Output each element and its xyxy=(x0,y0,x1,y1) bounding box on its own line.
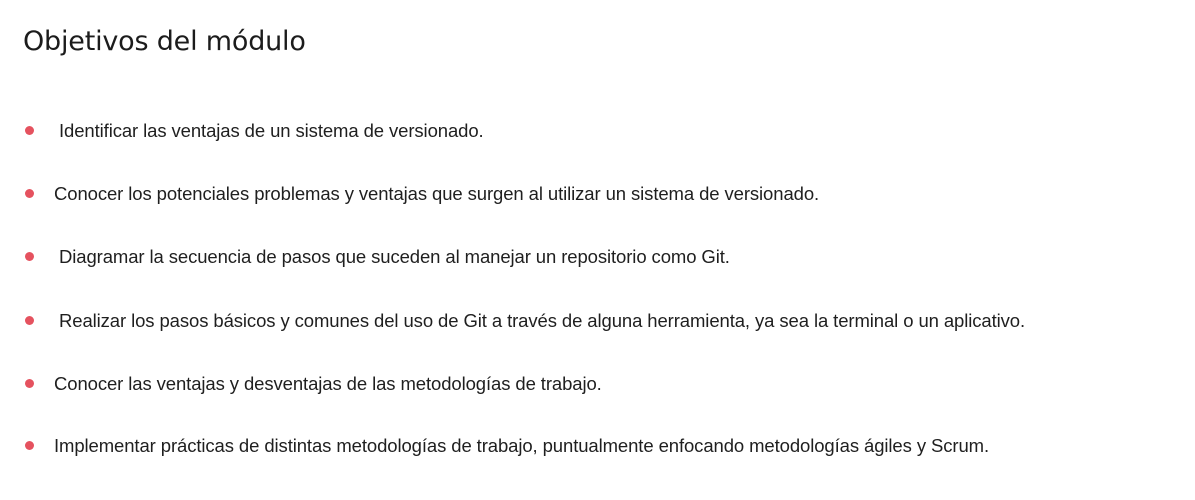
bullet-icon xyxy=(25,379,34,388)
bullet-icon xyxy=(25,316,34,325)
list-item xyxy=(0,116,1195,146)
page-title: Objetivos del módulo xyxy=(23,26,306,57)
bullet-icon xyxy=(25,441,34,450)
list-item xyxy=(0,369,1195,399)
bullet-icon xyxy=(25,126,34,135)
objective-text: Conocer los potenciales problemas y ventajas que surgen al utilizar un sistema de versionado. xyxy=(54,183,820,204)
bullet-icon xyxy=(25,252,34,261)
list-item xyxy=(0,306,1195,336)
list-item xyxy=(0,179,1195,209)
objective-text: Implementar prácticas de distintas metodologías de trabajo, puntualmente enfocando metodologías ágiles y Scrum. xyxy=(54,435,989,456)
objective-text: Diagramar la secuencia de pasos que suceden al manejar un repositorio como Git. xyxy=(59,246,730,267)
list-item xyxy=(0,431,1195,461)
bullet-icon xyxy=(25,189,34,198)
list-item xyxy=(0,242,1195,272)
objective-text: Realizar los pasos básicos y comunes del uso de Git a través de alguna herramienta, ya sea la terminal o un aplicativo. xyxy=(59,310,1026,331)
objective-text: Conocer las ventajas y desventajas de las metodologías de trabajo. xyxy=(54,373,602,394)
objective-text: Identificar las ventajas de un sistema de versionado. xyxy=(59,120,484,141)
